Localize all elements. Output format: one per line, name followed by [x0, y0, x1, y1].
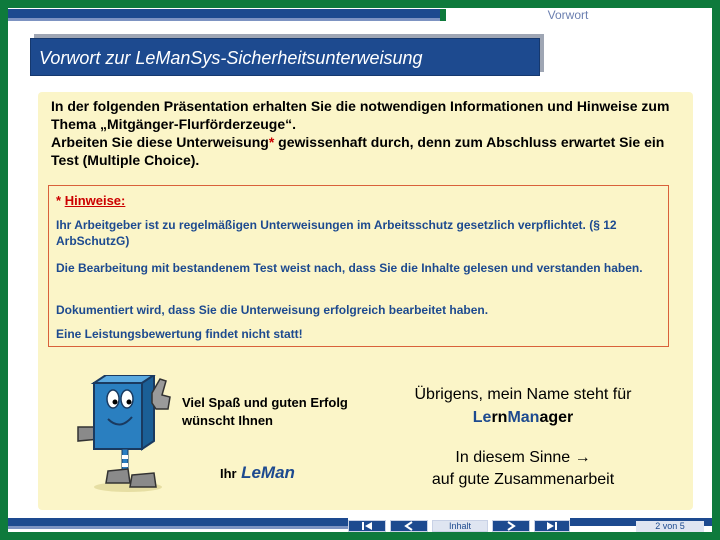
last-page-button[interactable]	[534, 520, 570, 532]
signature-prefix: Ihr	[220, 466, 237, 481]
signature-name: LeMan	[241, 463, 295, 482]
note-item: Dokumentiert wird, dass Sie die Unterweisung erfolgreich bearbeitet haben.	[56, 303, 489, 317]
closing-text	[368, 447, 678, 491]
notes-heading	[56, 193, 125, 208]
note-item: Eine Leistungsbewertung findet nicht statt!	[56, 327, 303, 341]
bottom-stripe-accent	[8, 526, 348, 529]
name-note-text: Übrigens, mein Name steht für	[414, 386, 632, 403]
leman-mascot-icon	[58, 375, 180, 493]
content-panel	[38, 92, 693, 510]
first-page-button[interactable]	[348, 520, 386, 532]
section-label: Vorwort	[547, 8, 589, 22]
signature	[220, 463, 295, 483]
page-title: Vorwort zur LeManSys-Sicherheitsunterweisung	[39, 48, 423, 68]
top-stripe-accent	[8, 18, 440, 21]
note-item: Die Bearbeitung mit bestandenem Test weist nach, dass Sie die Inhalte gelesen und verstanden haben.	[56, 261, 643, 275]
top-stripe	[8, 9, 440, 18]
next-page-button[interactable]	[492, 520, 530, 532]
intro-paragraph-2-start: Arbeiten Sie diese Unterweisung	[51, 134, 269, 150]
next-page-icon	[504, 521, 518, 531]
note-item: Ihr Arbeitgeber ist zu regelmäßigen Unterweisungen im Arbeitsschutz gesetzlich verpflichtet. (§ 12 ArbSchutzG)	[56, 218, 617, 248]
notes-heading-label: Hinweise:	[64, 193, 126, 208]
intro-paragraph-1: In der folgenden Präsentation erhalten Sie die notwendigen Informationen und Hinweise zum Thema „Mitgänger-Flurförderzeuge“.	[51, 98, 670, 132]
notes-box	[48, 185, 669, 347]
previous-page-button[interactable]	[390, 520, 428, 532]
footnote-star: *	[268, 134, 275, 150]
name-part-man: Man	[507, 409, 540, 426]
intro-paragraph-2	[51, 133, 681, 169]
top-stripe-divider	[440, 9, 446, 21]
name-part-rn: rn	[491, 409, 508, 426]
navigation-bar	[348, 520, 570, 532]
bottom-stripe	[8, 518, 348, 526]
closing-line-2: auf gute Zusammenarbeit	[431, 471, 615, 488]
greeting-text: Viel Spaß und guten Erfolg wünscht Ihnen	[182, 395, 348, 428]
closing-line-1: In diesem Sinne →	[455, 449, 591, 466]
name-meaning	[368, 409, 678, 427]
name-part-ager: ager	[539, 409, 574, 426]
slide	[8, 8, 712, 532]
first-page-icon	[360, 521, 374, 531]
previous-page-icon	[402, 521, 416, 531]
contents-button[interactable]: Inhalt	[432, 520, 488, 532]
notes-star: *	[56, 193, 62, 208]
name-part-le: Le	[472, 409, 492, 426]
intro-paragraph-2-end: gewissenhaft durch, denn zum Abschluss erwartet Sie ein Test (Multiple Choice).	[51, 134, 665, 168]
title-bar	[30, 38, 540, 76]
page-counter: 2 von 5	[636, 521, 704, 532]
intro-text	[51, 97, 681, 169]
last-page-icon	[545, 521, 559, 531]
